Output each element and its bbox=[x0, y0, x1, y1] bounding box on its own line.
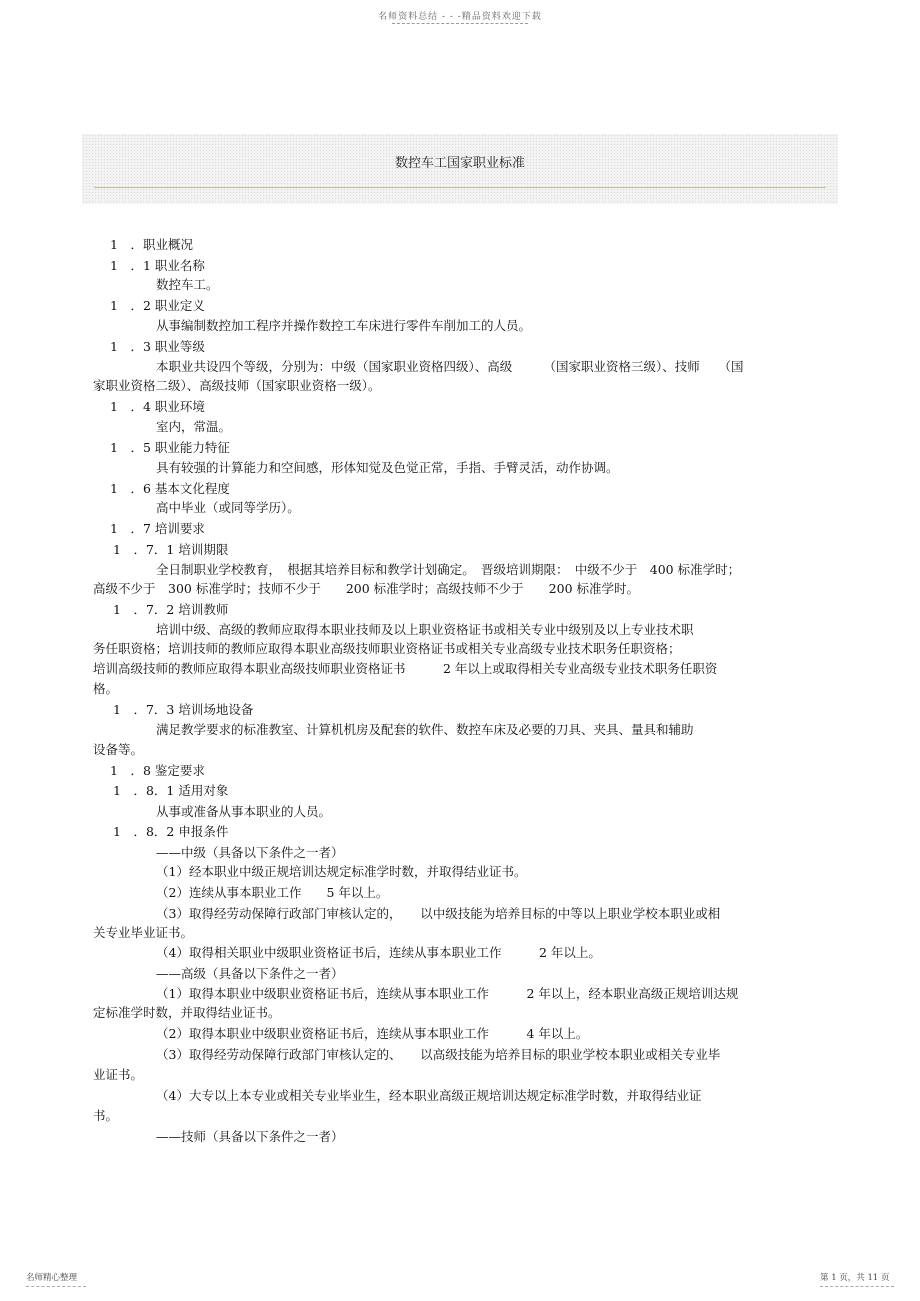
text-line: ——技师（具备以下条件之一者） bbox=[156, 1129, 344, 1144]
text-line: 1 ．6 基本文化程度 bbox=[110, 481, 230, 496]
text-line: （3）取得经劳动保障行政部门审核认定的， 以中级技能为培养目标的中等以上职业学校本职业或相 bbox=[156, 906, 721, 921]
text-line: 1 ．8．2 申报条件 bbox=[113, 824, 229, 839]
text-line: 满足教学要求的标准教室、计算机机房及配套的软件、数控车床及必要的刀具、夹具、量具和辅助 bbox=[156, 722, 694, 737]
text-line: 高中毕业（或同等学历）。 bbox=[156, 500, 300, 515]
text-line: 1 ．8．1 适用对象 bbox=[113, 783, 229, 798]
page-header-text: 名师资料总结 - - -精品资料欢迎下载 bbox=[378, 12, 542, 22]
footer-right-dashed-rule bbox=[820, 1286, 894, 1287]
text-line: 1 ．职业概况 bbox=[110, 237, 193, 252]
text-line: 1 ．4 职业环境 bbox=[110, 399, 205, 414]
text-line: 本职业共设四个等级，分别为：中级（国家职业资格四级）、高级 （国家职业资格三级）、技师 （国 bbox=[156, 359, 744, 374]
text-line: 书。 bbox=[93, 1108, 119, 1123]
text-line: 关专业毕业证书。 bbox=[93, 925, 194, 940]
text-line: 培训高级技师的教师应取得本职业高级技师职业资格证书 2 年以上或取得相关专业高级专业技术职务任职资 bbox=[93, 661, 718, 676]
title-banner bbox=[82, 134, 838, 204]
text-line: 家职业资格二级）、高级技师（国家职业资格一级）。 bbox=[93, 378, 381, 393]
text-line: （4）取得相关职业中级职业资格证书后，连续从事本职业工作 2 年以上。 bbox=[156, 945, 601, 960]
text-line: 务任职资格；培训技师的教师应取得本职业高级技师职业资格证书或相关专业高级专业技术职务任职资格； bbox=[93, 641, 681, 656]
text-line: 1 ．7．2 培训教师 bbox=[113, 602, 229, 617]
document-title: 数控车工国家职业标准 bbox=[394, 156, 525, 171]
text-line: 从事或准备从事本职业的人员。 bbox=[156, 804, 332, 819]
text-line: 1 ．7．1 培训期限 bbox=[113, 542, 229, 557]
text-line: （1）取得本职业中级职业资格证书后，连续从事本职业工作 2 年以上，经本职业高级正规培训达规 bbox=[156, 986, 739, 1001]
page-number: 第 1 页，共 11 页 bbox=[820, 1273, 890, 1283]
text-line: （2）取得本职业中级职业资格证书后，连续从事本职业工作 4 年以上。 bbox=[156, 1026, 589, 1041]
text-line: 格。 bbox=[93, 681, 119, 696]
text-line: 1 ．3 职业等级 bbox=[110, 339, 205, 354]
text-line: 1 ．7．3 培训场地设备 bbox=[113, 702, 254, 717]
text-line: 从事编制数控加工程序并操作数控工车床进行零件车削加工的人员。 bbox=[156, 318, 532, 333]
text-line: 1 ．1 职业名称 bbox=[110, 258, 205, 273]
text-line: 业证书。 bbox=[93, 1067, 144, 1082]
text-line: 1 ．2 职业定义 bbox=[110, 298, 205, 313]
text-line: 数控车工。 bbox=[156, 277, 219, 292]
text-line: 定标准学时数，并取得结业证书。 bbox=[93, 1005, 281, 1020]
title-underline bbox=[94, 187, 826, 188]
text-line: （1）经本职业中级正规培训达规定标准学时数，并取得结业证书。 bbox=[156, 864, 527, 879]
text-line: 高级不少于 300 标准学时；技师不少于 200 标准学时；高级技师不少于 200 标准学时。 bbox=[93, 581, 639, 596]
text-line: ——中级（具备以下条件之一者） bbox=[156, 845, 344, 860]
text-line: 1 ．7 培训要求 bbox=[110, 521, 205, 536]
text-line: 全日制职业学校教育， 根据其培养目标和教学计划确定。 晋级培训期限： 中级不少于 400 标准学时； bbox=[156, 562, 741, 577]
text-line: （3）取得经劳动保障行政部门审核认定的、 以高级技能为培养目标的职业学校本职业或相关专业毕 bbox=[156, 1047, 721, 1062]
text-line: 室内，常温。 bbox=[156, 419, 232, 434]
text-line: 1 ．8 鉴定要求 bbox=[110, 763, 205, 778]
footer-left-text: 名师精心整理 bbox=[26, 1273, 78, 1283]
footer-left-dashed-rule bbox=[26, 1286, 86, 1287]
text-line: 1 ．5 职业能力特征 bbox=[110, 440, 230, 455]
header-dashed-rule bbox=[392, 23, 528, 24]
text-line: （2）连续从事本职业工作 5 年以上。 bbox=[156, 885, 389, 900]
text-line: ——高级（具备以下条件之一者） bbox=[156, 966, 344, 981]
text-line: 具有较强的计算能力和空间感，形体知觉及色觉正常，手指、手臂灵活，动作协调。 bbox=[156, 460, 619, 475]
text-line: 设备等。 bbox=[93, 742, 144, 757]
text-line: 培训中级、高级的教师应取得本职业技师及以上职业资格证书或相关专业中级别及以上专业技术职 bbox=[156, 622, 694, 637]
text-line: （4）大专以上本专业或相关专业毕业生，经本职业高级正规培训达规定标准学时数，并取得结业证 bbox=[156, 1088, 702, 1103]
